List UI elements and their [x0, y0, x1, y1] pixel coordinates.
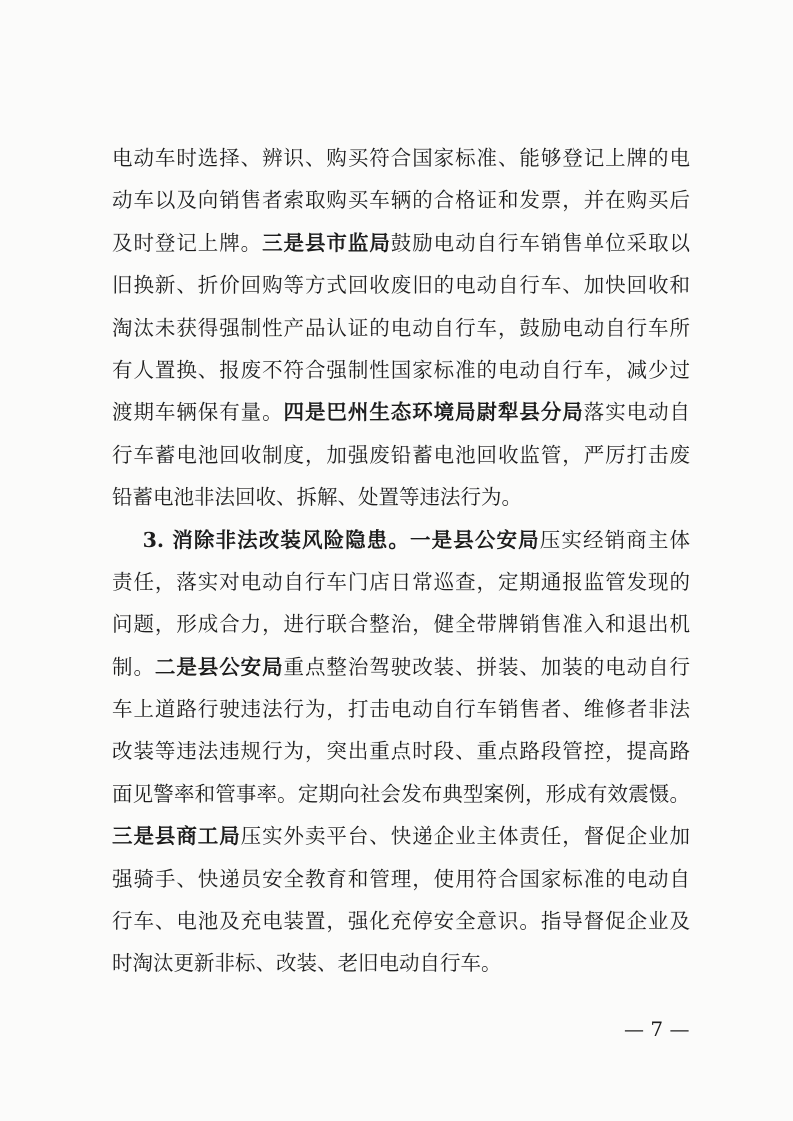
text-run: [112, 528, 143, 552]
text-line: [112, 391, 690, 433]
bold-text-run: 一是县公安局: [410, 527, 540, 552]
text-line: [112, 858, 690, 900]
text-run: 重点整治驾驶改装、拼装、加装的电动自行: [283, 654, 690, 679]
text-line: [112, 815, 690, 857]
text-run: 渡期车辆保有量。: [112, 400, 284, 425]
text-run: 压实外卖平台、快递企业主体责任，督促企业加: [240, 824, 690, 849]
text-line: [112, 646, 690, 688]
text-line: [112, 688, 690, 730]
bold-text-run: 三是县商工局: [112, 824, 241, 849]
page-number: — 7 —: [624, 1017, 690, 1041]
text-line: [112, 519, 690, 561]
text-run: 行车蓄电池回收制度，加强废铅蓄电池回收监管，严厉打击废: [112, 442, 690, 467]
text-run: 有人置换、报废不符合强制性国家标准的电动自行车，减少过: [112, 357, 690, 382]
body-text: [112, 137, 690, 985]
text-line: [112, 561, 690, 603]
text-run: 电动车时选择、辨识、购买符合国家标准、能够登记上牌的电: [112, 146, 690, 170]
bold-text-run: 四是巴州生态环境局尉犁县分局: [283, 400, 584, 425]
text-run: 压实经销商主体: [539, 527, 690, 552]
text-run: 落实电动自: [583, 400, 690, 425]
text-line: [112, 773, 690, 815]
text-run: 责任，落实对电动自行车门店日常巡查，定期通报监管发现的: [112, 569, 690, 594]
text-run: 时淘汰更新非标、改装、老旧电动自行车。: [112, 951, 502, 976]
text-line: [112, 349, 690, 391]
text-line: [112, 179, 690, 221]
text-run: 铅蓄电池非法回收、拆解、处置等违法行为。: [112, 485, 522, 510]
text-run: 动车以及向销售者索取购买车辆的合格证和发票，并在购买后: [112, 188, 690, 213]
text-line: [112, 264, 690, 306]
text-run: 强骑手、快递员安全教育和管理，使用符合国家标准的电动自: [112, 866, 690, 891]
bold-text-run: 三是县市监局: [262, 230, 391, 255]
text-run: 淘汰未获得强制性产品认证的电动自行车，鼓励电动自行车所: [112, 315, 690, 340]
text-line: [112, 900, 690, 942]
text-run: 问题，形成合力，进行联合整治，健全带牌销售准入和退出机: [112, 612, 690, 637]
text-run: 制。: [112, 654, 155, 679]
text-run: 及时登记上牌。: [112, 230, 263, 255]
text-line: [112, 942, 690, 984]
bold-text-run: 二是县公安局: [154, 654, 284, 679]
text-line: [112, 603, 690, 645]
text-line: [112, 307, 690, 349]
text-run: 行车、电池及充电装置，强化充停安全意识。指导督促企业及: [112, 909, 690, 934]
text-line: [112, 434, 690, 476]
text-run: 面见警率和管事率。定期向社会发布典型案例，形成有效震慑。: [112, 781, 690, 806]
text-run: 改装等违法违规行为，突出重点时段、重点路段管控，提高路: [112, 739, 690, 764]
text-line: [112, 476, 690, 518]
text-line: [112, 730, 690, 772]
text-run: 车上道路行驶违法行为，打击电动自行车销售者、维修者非法: [112, 697, 690, 722]
text-run: 鼓励电动自行车销售单位采取以: [390, 230, 690, 255]
text-run: 旧换新、折价回购等方式回收废旧的电动自行车、加快回收和: [112, 273, 690, 298]
text-line: [112, 137, 690, 179]
text-line: [112, 222, 690, 264]
bold-text-run: 3. 消除非法改装风险隐患。: [142, 527, 411, 552]
